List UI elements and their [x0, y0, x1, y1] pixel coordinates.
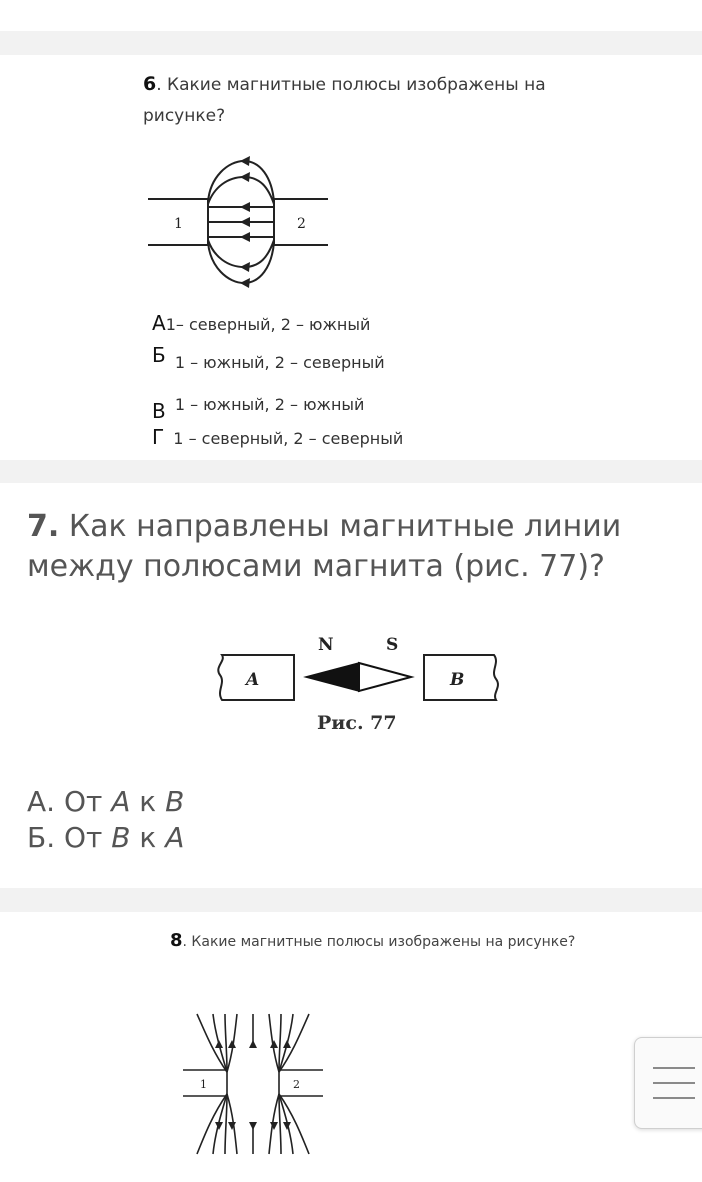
question-7-option-b[interactable]	[27, 821, 184, 854]
question-7-option-a[interactable]	[27, 785, 184, 818]
figure-7-label-s: S	[386, 635, 399, 655]
question-8-text: . Какие магнитные полюсы изображены на рисунке?	[182, 934, 576, 950]
separator-band-bottom	[0, 888, 702, 912]
figure-6-magnetic-field	[148, 155, 333, 315]
option-b-mid: к	[130, 821, 166, 854]
compass-needle-south	[359, 663, 411, 691]
option-c-letter: В	[152, 399, 166, 423]
option-a-letter: А	[152, 311, 166, 335]
option-b-to: A	[165, 821, 185, 854]
option-a-from: A	[111, 785, 131, 818]
option-d-letter: Г	[152, 425, 165, 449]
figure-6-label-right: 2	[297, 216, 306, 232]
question-6-option-b[interactable]	[152, 343, 385, 372]
question-6-title	[143, 69, 603, 132]
figure-8-magnetic-field	[183, 1012, 323, 1157]
compass-needle-north	[306, 663, 359, 691]
figure-7-label-n: N	[318, 635, 334, 655]
question-6	[0, 55, 702, 460]
separator-band-middle	[0, 460, 702, 483]
option-a-mid: к	[130, 785, 166, 818]
question-6-text: . Какие магнитные полюсы изображены на рисунке?	[143, 75, 546, 126]
option-a-text: 1– северный, 2 – южный	[165, 315, 371, 334]
menu-line-3	[653, 1097, 695, 1099]
question-6-option-c[interactable]	[152, 391, 365, 423]
question-8-number: 8	[170, 930, 183, 951]
question-7-title	[27, 507, 697, 587]
question-7-text: Как направлены магнитные линии между полюсами магнита (рис. 77)?	[27, 509, 622, 584]
question-7	[0, 483, 702, 888]
option-b-text: 1 – южный, 2 – северный	[174, 353, 385, 372]
option-b-from: B	[111, 821, 131, 854]
option-b-prefix: Б. От	[27, 821, 112, 854]
figure-8-label-right: 2	[293, 1078, 300, 1091]
hamburger-menu-icon[interactable]	[634, 1037, 702, 1129]
option-d-text: 1 – северный, 2 – северный	[173, 429, 404, 448]
separator-band-top	[0, 31, 702, 55]
question-8	[0, 912, 702, 1182]
option-a-to: B	[165, 785, 185, 818]
figure-6-label-left: 1	[174, 216, 183, 232]
figure-7-caption: Рис. 77	[317, 712, 397, 734]
figure-7-magnet-compass	[212, 633, 502, 708]
question-7-number: 7.	[27, 509, 60, 544]
menu-line-2	[653, 1082, 695, 1084]
figure-7-label-a: A	[246, 670, 260, 690]
option-a-prefix: А. От	[27, 785, 112, 818]
figure-8-label-left: 1	[200, 1078, 207, 1091]
question-6-number: 6	[143, 73, 157, 95]
question-6-option-d[interactable]	[152, 425, 403, 449]
figure-7-label-b: B	[450, 670, 465, 690]
question-6-option-a[interactable]	[152, 311, 370, 335]
question-8-title	[170, 926, 590, 957]
menu-line-1	[653, 1067, 695, 1069]
option-b-letter: Б	[152, 343, 166, 367]
option-c-text: 1 – южный, 2 – южный	[174, 395, 365, 414]
